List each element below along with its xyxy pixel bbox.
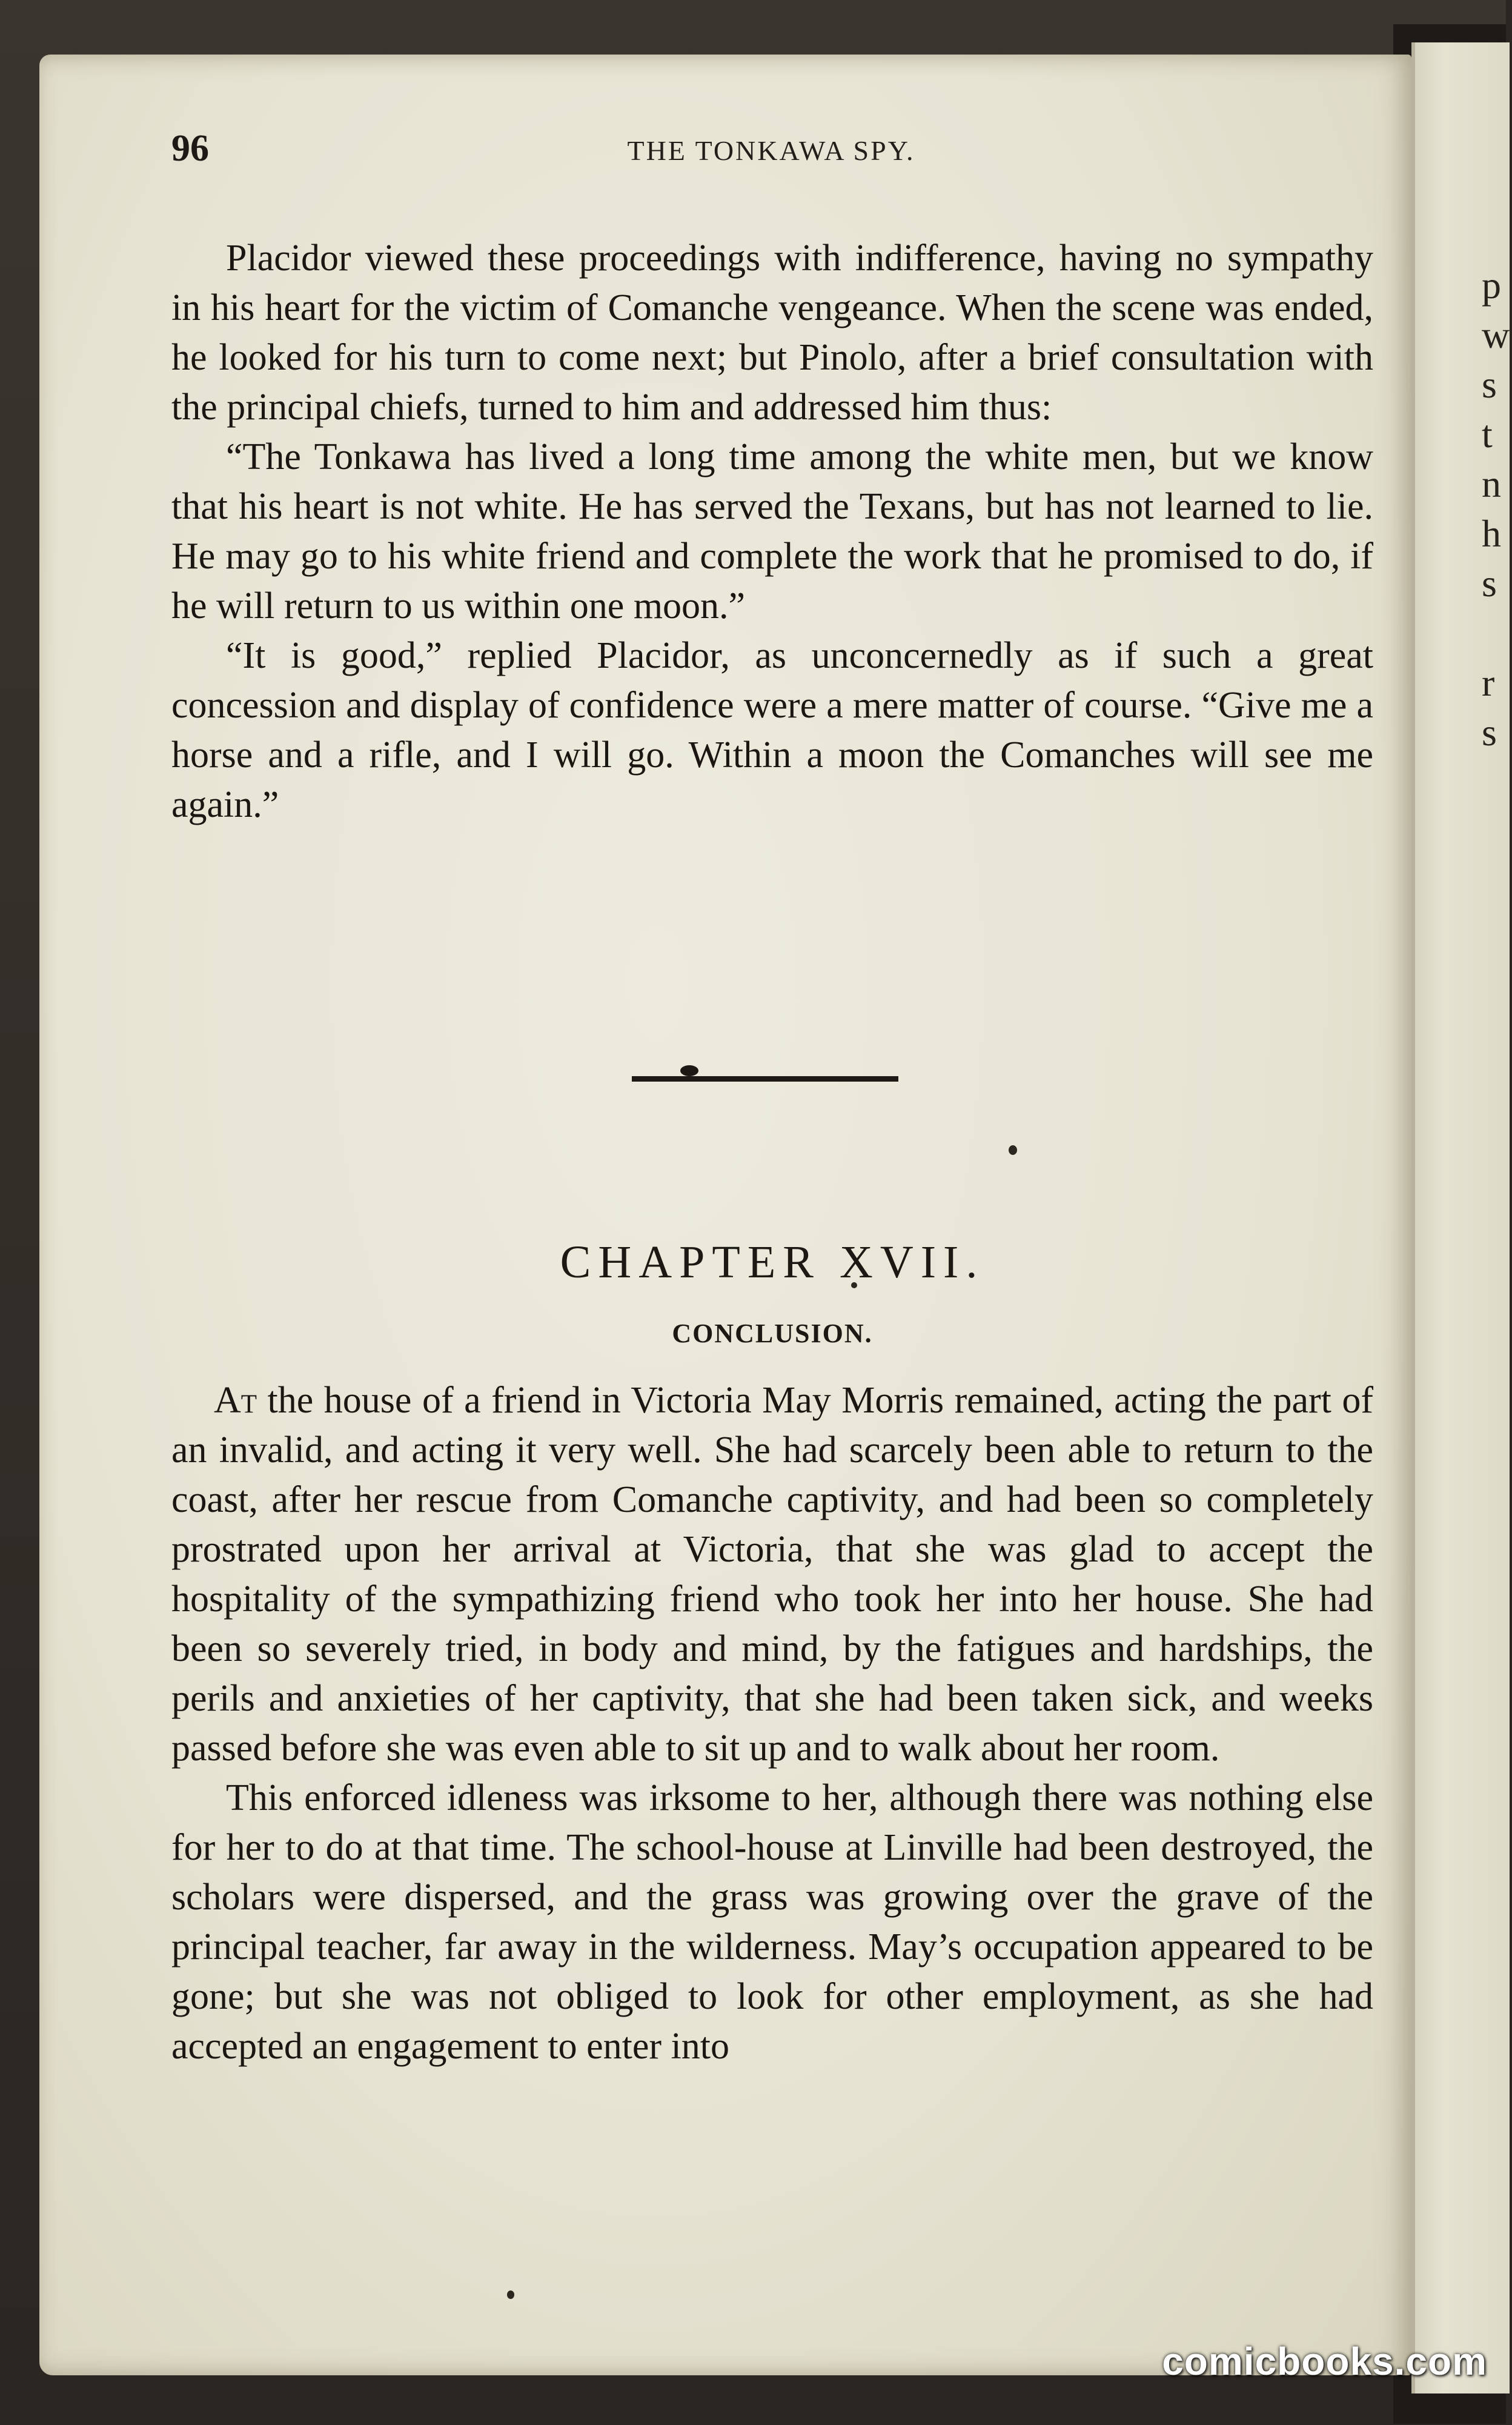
section-divider [632,1059,898,1089]
watermark-logo: comicbooks.com [1162,2340,1487,2383]
facing-letter: s [1482,562,1497,605]
page-number: 96 [171,128,209,169]
facing-letter: p [1482,264,1501,307]
running-title: THE TONKAWA SPY. [627,135,915,166]
facing-letter: w [1482,313,1510,356]
text-section-two [171,1375,1373,2071]
running-head [171,127,1371,188]
chapter-subtitle: CONCLUSION. [672,1319,873,1348]
paragraph: This enforced idleness was irksome to her, although there was nothing else for her to do at that time. The school-house at Linville had been destroyed, the scholars were dispersed, and the grass was growing over the grave of the principal teacher, far away in the wilderness. May’s occupation appeared to be gone; but she was not obliged to look for other employment, as she had accepted an engagement to enter into [171,1777,1373,2067]
drop-word: At [214,1380,257,1421]
facing-page-letters [1482,261,1512,757]
paragraph: “It is good,” replied Placidor, as unconcernedly as if such a great concession and display of confidence were a mere matter of course. “Give me a horse and a rifle, and I will go. Within a moon the Comanches will see me again.” [171,635,1373,825]
facing-letter: s [1482,711,1497,754]
chapter-title: CHAPTER XVII. [560,1237,985,1288]
facing-letter: t [1482,413,1493,456]
divider-rule [632,1076,898,1082]
divider-ink-blot [680,1065,698,1076]
facing-letter: r [1482,661,1495,704]
text-section-one [171,233,1373,830]
facing-letter: n [1482,462,1501,505]
ink-speck [507,2290,514,2299]
paragraph [171,1375,1373,1773]
paragraph-text: the house of a friend in Victoria May Morris remained, acting the part of an invalid, and acting it very well. She had scarcely been able to return to the coast, after her rescue from Comanche captivity, and had been so completely prostrated upon her arrival at Victoria, that she was glad to accept the hospitality of the sympathizing friend who took her into her house. She had been so severely tried, in body and mind, by the fatigues and hardships, the perils and anxieties of her captivity, that she had been taken sick, and weeks passed before she was even able to sit up and to walk about her room. [171,1380,1373,1769]
facing-page-edge [1411,42,1510,2393]
paragraph: Placidor viewed these proceedings with indifference, having no sympathy in his heart for the victim of Comanche vengeance. When the scene was ended, he looked for his turn to come next; but Pinolo, after a brief consultation with the principal chiefs, turned to him and addressed him thus: [171,238,1373,428]
facing-letter: h [1482,512,1501,555]
book-page [39,55,1411,2375]
ink-speck [1009,1145,1017,1155]
paragraph: “The Tonkawa has lived a long time among the white men, but we know that his heart is not white. He has served the Texans, but has not learned to lie. He may go to his white friend and complete the work that he promised to do, if he will return to us within one moon.” [171,436,1373,627]
facing-letter: s [1482,363,1497,406]
facing-letter [1482,608,1512,658]
